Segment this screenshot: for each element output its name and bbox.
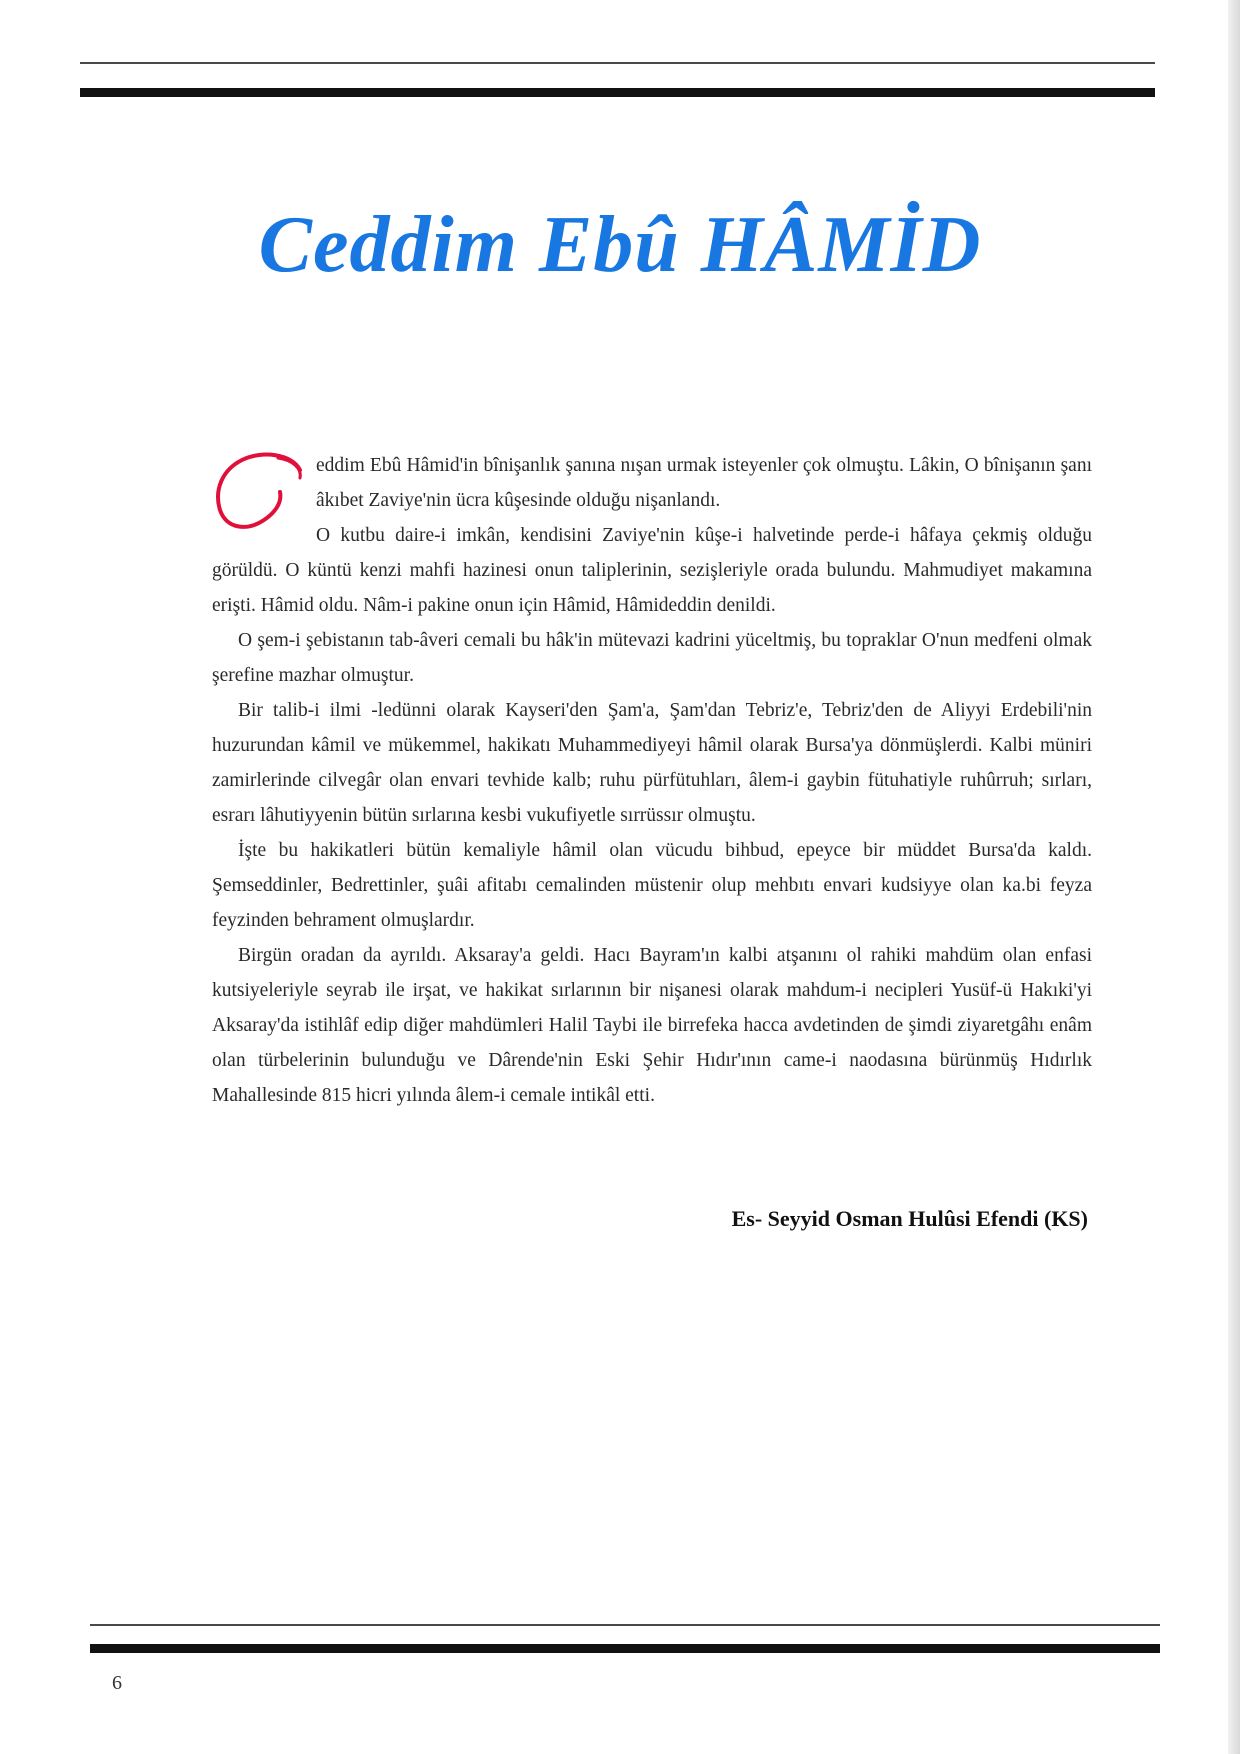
paragraph-3: O şem-i şebistanın tab-âveri cemali bu hâk'in mütevazi kadrini yüceltmiş, bu topraklar O'nun medfeni olmak şerefine mazhar olmuştur. (212, 630, 1092, 686)
paragraph-5: İşte bu hakikatleri bütün kemaliyle hâmil olan vücudu bihbud, epeyce bir müddet Bursa'da kaldı. Şemseddinler, Bedrettinler, şuâi afitabı cemalinden müstenir olup mehbıtı envari kudsiyye olan ka.bi feyza feyzinden behrament olmuşlardır. (212, 840, 1092, 931)
bottom-thick-rule (90, 1644, 1160, 1653)
paragraph-2: O kutbu daire-i imkân, kendisini Zaviye'nin kûşe-i halvetinde perde-i hâfaya çekmiş olduğu görüldü. O küntü kenzi mahfi hazinesi onun taliplerinin, sezişleriyle orada bulundu. Mahmudiyet makamına erişti. Hâmid oldu. Nâm-i pakine onun için Hâmid, Hâmideddin denildi. (212, 525, 1092, 616)
drop-cap-glyph (212, 450, 304, 532)
paragraph-6: Birgün oradan da ayrıldı. Aksaray'a geldi. Hacı Bayram'ın kalbi atşanını ol rahiki mahdüm olan enfasi kutsiyeleriyle seyrab ile irşat, ve hakikat sırlarının bir nişanesi olarak mahdum-i necipleri Yusüf-ü Hakıki'yi Aksaray'da istihlâf edip diğer mahdümleri Halil Taybi ile birrefeka hacca avdetinden de şimdi ziyaretgâhı enâm olan türbelerinin bulunduğu ve Dârende'nin Eski Şehir Hıdır'ının came-i naodasına bürünmüş Hıdırlık Mahallesinde 815 hicri yılında âlem-i cemale intikâl etti. (212, 945, 1092, 1106)
author-signature: Es- Seyyid Osman Hulûsi Efendi (KS) (731, 1206, 1088, 1231)
page-number: 6 (112, 1672, 122, 1694)
paragraph-1 (212, 448, 1092, 518)
bottom-thin-rule (90, 1624, 1160, 1626)
drop-cap (212, 450, 304, 532)
paragraph-4: Bir talib-i ilmi -ledünni olarak Kayseri'den Şam'a, Şam'dan Tebriz'e, Tebriz'den de Aliyyi Erdebili'nin huzurundan kâmil ve mükemmel, hakikatı Muhammediyeyi hâmil olarak Bursa'ya dönmüşlerdi. Kalbi müniri zamirlerinde cilvegâr olan envari tevhide kalb; ruhu pürfütuhları, âlem-i gaybin fütuhatiyle ruhûrruh; sırları, esrarı lâhutiyyenin bütün sırlarına kesbi vukufiyetle sırrüssır olmuştu. (212, 700, 1092, 826)
article-body (212, 448, 1092, 1113)
top-thin-rule (80, 62, 1155, 64)
paragraph-1-text: eddim Ebû Hâmid'in bînişanlık şanına nışan urmak isteyenler çok olmuştu. Lâkin, O bînişanın şanı âkıbet Zaviye'nin ücra kûşesinde olduğu nişanlandı. (316, 455, 1092, 511)
page-title: Ceddim Ebû HÂMİD (258, 201, 982, 289)
top-thick-rule (80, 88, 1155, 97)
